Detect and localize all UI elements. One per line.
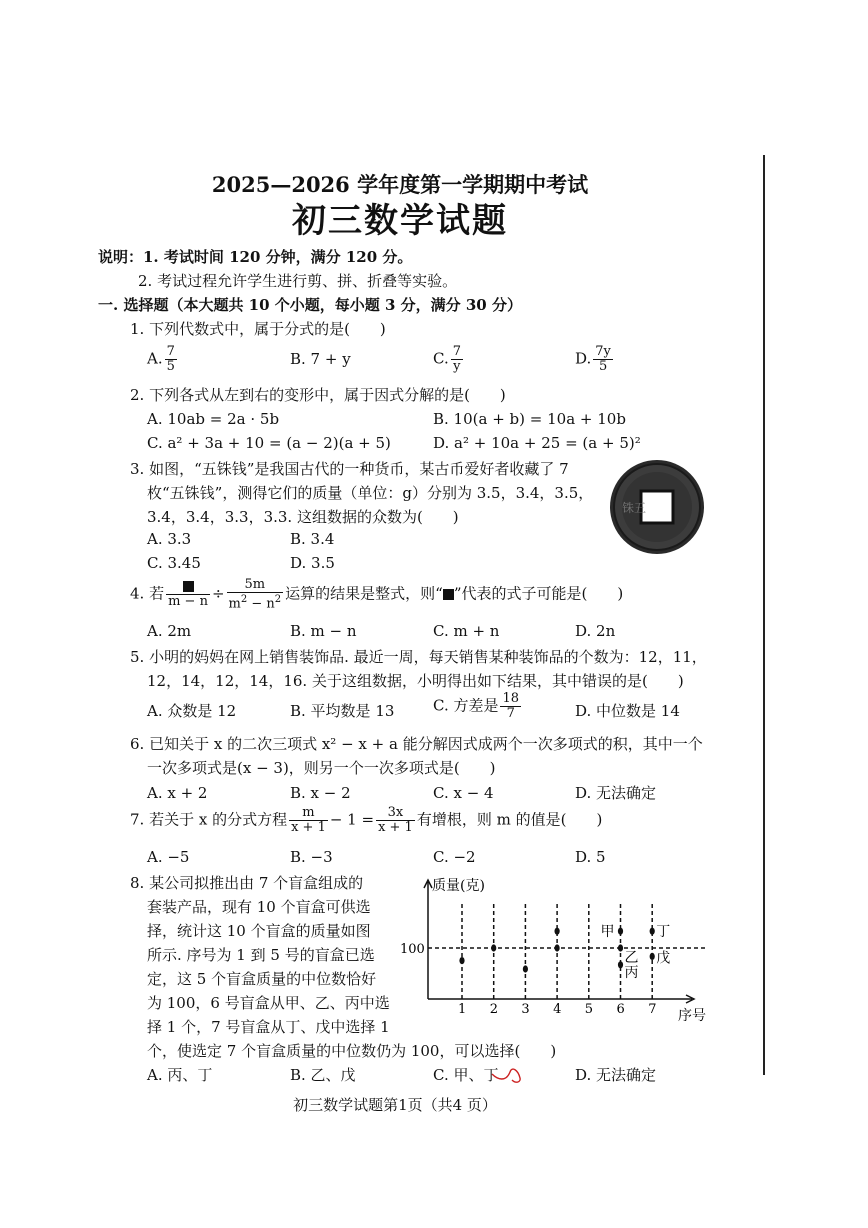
q2-option-c: C. a² + 3a + 10 = (a − 2)(a + 5) [147, 434, 391, 452]
q8-line-4: 所示. 序号为 1 到 5 号的盲盒已选 [147, 946, 375, 964]
frac-den: y [453, 359, 461, 374]
q5-option-a: A. 众数是 12 [147, 702, 237, 720]
note-2: 2. 考试过程允许学生进行剪、拼、折叠等实验。 [138, 272, 458, 290]
q3-line-2: 枚“五铢钱”，测得它们的质量（单位：g）分别为 3.5，3.4，3.5， [147, 484, 594, 502]
q7-prefix: 7. 若关于 x 的分式方程 [130, 810, 288, 829]
point-label-丁: 丁 [656, 924, 671, 941]
q7-option-d: D. 5 [575, 848, 606, 866]
x-tick-label-1: 1 [458, 1002, 467, 1017]
frac-den: $m^2 - n^2$ [228, 594, 282, 612]
q8-chart [396, 872, 716, 1027]
frac-num: 7y [595, 344, 611, 359]
q2-option-a: A. 10ab = 2a · 5b [147, 410, 280, 428]
page-title: 初三数学试题 [292, 201, 508, 241]
margin-line [763, 155, 765, 1075]
frac-den: 5 [166, 359, 175, 374]
x-tick-label-5: 5 [584, 1002, 594, 1017]
q8-option-b: B. 乙、戊 [290, 1066, 356, 1084]
q6-line-2: 一次多项式是(x − 3)，则另一个一次多项式是( ) [147, 759, 496, 777]
q4-option-a: A. 2m [147, 622, 192, 640]
q8-line-8: 个，使选定 7 个盲盒质量的中位数仍为 100，可以选择( ) [147, 1042, 557, 1060]
q5-line-2: 12，14，12，14，16. 关于这组数据，小明得出如下结果，其中错误的是( ) [147, 672, 684, 690]
x-axis-label: 序号 [678, 1008, 706, 1024]
data-point-6 [618, 928, 623, 935]
q4-mid: 运算的结果是整式，则“ [285, 584, 443, 603]
q7-mid: − 1 = [329, 810, 375, 829]
q8-option-a: A. 丙、丁 [147, 1066, 213, 1084]
q4-stem [130, 578, 623, 611]
option-label: C. 方差是 [433, 696, 499, 715]
point-label-丙: 丙 [624, 964, 639, 981]
frac-num: 7 [452, 344, 461, 359]
q3-line-1: 3. 如图，“五铢钱”是我国古代的一种货币，某古币爱好者收藏了 7 [130, 460, 569, 478]
handwritten-check-mark [488, 1060, 528, 1088]
point-label-乙: 乙 [624, 950, 639, 966]
q5-option-b: B. 平均数是 13 [290, 702, 395, 720]
q6-option-a: A. x + 2 [147, 784, 208, 802]
frac-den: 5 [598, 359, 608, 374]
q8-option-c: C. 甲、丁 [433, 1066, 499, 1084]
q6-line-1: 6. 已知关于 x 的二次三项式 x² − x + a 能分解因式成两个一次多项式的积，其中一个 [130, 735, 703, 753]
q7-suffix: 有增根，则 m 的值是( ) [416, 810, 603, 829]
page-footer: 初三数学试题第1页（共4 页） [293, 1096, 497, 1114]
q3-option-a: A. 3.3 [147, 530, 192, 548]
black-square-icon [183, 581, 194, 592]
q1-option-d [575, 345, 615, 374]
data-point-8 [618, 961, 623, 968]
q1-option-b: B. 7 + y [290, 350, 351, 368]
q2-stem: 2. 下列各式从左到右的变形中，属于因式分解的是( ) [130, 386, 506, 404]
data-point-1 [459, 957, 464, 964]
q7-option-c: C. −2 [433, 848, 476, 866]
point-label-甲: 甲 [600, 924, 615, 941]
data-point-9 [650, 928, 655, 935]
frac-den: x + 1 [291, 820, 326, 835]
q3-option-d: D. 3.5 [290, 554, 335, 572]
q7-option-a: A. −5 [147, 848, 190, 866]
q5-option-c [433, 692, 523, 721]
q8-line-5: 定，这 5 个盲盒质量的中位数恰好 [147, 970, 377, 988]
q4-option-b: B. m − n [290, 622, 357, 640]
data-point-2 [491, 944, 496, 951]
reference-label: 100 [400, 942, 425, 957]
note-1: 说明：1. 考试时间 120 分钟，满分 120 分。 [98, 248, 413, 266]
x-tick-label-6: 6 [616, 1002, 625, 1017]
option-label: C. [433, 349, 449, 368]
q5-line-1: 5. 小明的妈妈在网上销售装饰品. 最近一周，每天销售某种装饰品的个数为：12，11， [130, 648, 707, 666]
frac-den: 7 [506, 706, 515, 721]
frac-num: 7 [166, 344, 175, 359]
frac-den: x + 1 [378, 820, 413, 835]
q3-option-b: B. 3.4 [290, 530, 335, 548]
x-tick-label-7: 7 [648, 1002, 657, 1017]
x-tick-label-3: 3 [521, 1002, 530, 1017]
y-axis-label: 质量(克) [432, 878, 485, 894]
frac-num: 5m [227, 578, 284, 593]
q8-line-1: 8. 某公司拟推出由 7 个盲盒组成的 [130, 874, 364, 892]
section-heading: 一. 选择题（本大题共 10 个小题，每小题 3 分，满分 30 分） [98, 296, 522, 314]
frac-num: 18 [502, 691, 520, 706]
q8-line-7: 择 1 个，7 号盲盒从丁、戊中选择 1 [147, 1018, 390, 1036]
q4-op: ÷ [211, 584, 225, 603]
q6-option-d: D. 无法确定 [575, 784, 657, 802]
point-label-戊: 戊 [656, 950, 671, 967]
q1-stem: 1. 下列代数式中，属于分式的是( ) [130, 320, 386, 338]
q1-option-c [433, 345, 465, 374]
data-point-10 [650, 953, 655, 960]
frac-num [166, 580, 210, 595]
data-point-7 [618, 944, 623, 951]
q8-line-2: 套装产品，现有 10 个盲盒可供选 [147, 898, 371, 916]
q2-option-b: B. 10(a + b) = 10a + 10b [433, 410, 626, 428]
coin-image [608, 458, 706, 556]
option-label: A. [147, 349, 163, 368]
q4-suffix: ”代表的式子可能是( ) [453, 584, 624, 603]
frac-num: m [289, 806, 328, 821]
q8-line-6: 为 100，6 号盲盒从甲、乙、丙中选 [147, 994, 390, 1012]
data-point-3 [523, 965, 528, 972]
data-point-4 [555, 928, 560, 935]
frac-den: m − n [168, 594, 208, 610]
q4-option-d: D. 2n [575, 622, 616, 640]
x-tick-label-4: 4 [553, 1002, 562, 1017]
q8-line-3: 择，统计这 10 个盲盒的质量如图 [147, 922, 371, 940]
option-label: D. [575, 349, 592, 368]
q8-option-d: D. 无法确定 [575, 1066, 657, 1084]
coin-lettering: 铢五 [622, 501, 647, 515]
q2-option-d: D. a² + 10a + 25 = (a + 5)² [433, 434, 641, 452]
frac-num: 3x [376, 806, 415, 821]
x-tick-label-2: 2 [489, 1002, 498, 1017]
q7-option-b: B. −3 [290, 848, 333, 866]
q4-prefix: 4. 若 [130, 584, 165, 603]
q4-option-c: C. m + n [433, 622, 500, 640]
q7-stem [130, 806, 602, 835]
q6-option-c: C. x − 4 [433, 784, 494, 802]
q6-option-b: B. x − 2 [290, 784, 351, 802]
q1-option-a [147, 345, 179, 374]
q3-option-c: C. 3.45 [147, 554, 201, 572]
q5-option-d: D. 中位数是 14 [575, 702, 680, 720]
data-point-5 [555, 944, 560, 951]
q3-line-3: 3.4，3.4，3.3，3.3. 这组数据的众数为( ) [147, 508, 459, 526]
black-square-icon [443, 589, 454, 600]
exam-header: 2025—2026 学年度第一学期期中考试 [211, 172, 589, 197]
